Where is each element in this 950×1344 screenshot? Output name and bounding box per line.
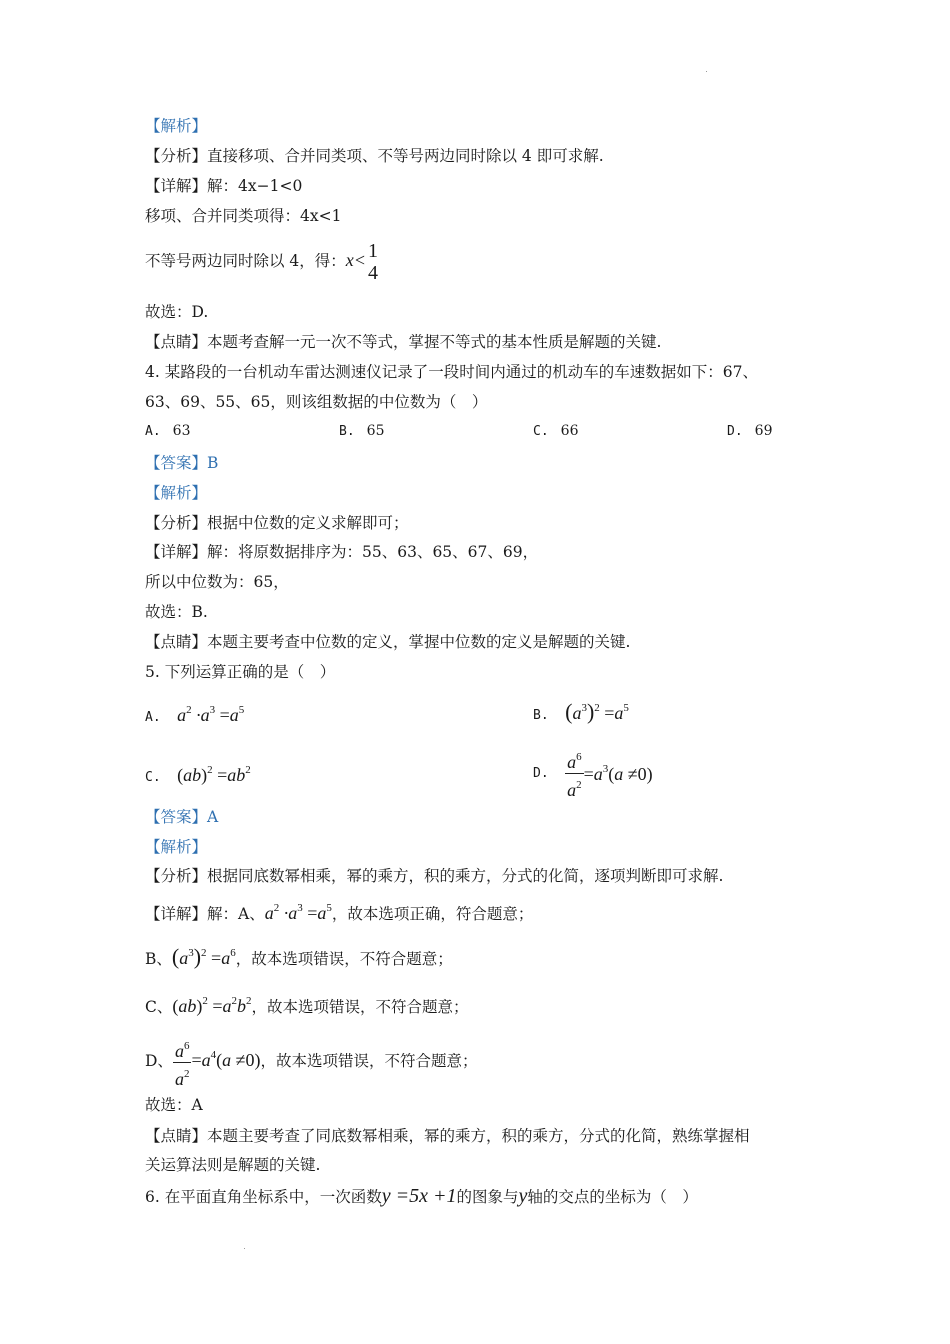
jiexi-heading-3: 【解析】 bbox=[145, 838, 208, 856]
q5b-expression: $(a^3)^2 =a^5$ bbox=[565, 699, 629, 724]
fenxi-line-1: 【分析】直接移项、合并同类项、不等号两边同时除以 4 即可求解. bbox=[145, 147, 604, 165]
q5-stem: 5. 下列运算正确的是（ ） bbox=[145, 663, 336, 681]
q5a-expression: $a^2 \cdot a^3 =a^5$ bbox=[177, 704, 245, 725]
divide-prefix: 不等号两边同时除以 4，得： bbox=[145, 252, 346, 270]
q4-option-b: B. 65 bbox=[339, 423, 385, 439]
dianjing-line-1: 【点睛】本题考查解一元一次不等式，掌握不等式的基本性质是解题的关键. bbox=[145, 333, 662, 351]
detail-d-line: D、 $\frac{a^6}{a^2}$ $=a^4(a \ne 0)$，故本选项错误，不符合题意； bbox=[145, 1031, 477, 1090]
q5-option-a: A. $a^2 \cdot a^3 =a^5$ bbox=[145, 704, 245, 725]
fenxi-line-3: 【分析】根据同底数幂相乘，幂的乘方，积的乘方，分式的化简，逐项判断即可求解. bbox=[145, 867, 724, 885]
decor-dot-top bbox=[706, 71, 707, 72]
q6-stem: 6. 在平面直角坐标系中，一次函数y =5x +1的图象与y轴的交点的坐标为（ ） bbox=[145, 1185, 698, 1207]
guxuan-line-3: 故选：A bbox=[145, 1096, 203, 1114]
q4-option-d: D. 69 bbox=[727, 423, 773, 439]
divide-line bbox=[145, 236, 380, 285]
fraction-one-quarter bbox=[366, 240, 380, 284]
detail-b-expression: $(a^3)^2 =a^6$ bbox=[171, 944, 236, 969]
q5-option-c: C. $(ab)^2 =ab^2$ bbox=[145, 764, 251, 785]
q4-option-a: A. 63 bbox=[145, 423, 191, 439]
jiexi-heading-2: 【解析】 bbox=[145, 484, 208, 502]
jiexi-heading-1: 【解析】 bbox=[145, 117, 208, 135]
detail-d-fraction: $\frac{a^6}{a^2}$ bbox=[173, 1035, 192, 1090]
daan-heading-5: 【答案】A bbox=[145, 808, 219, 826]
detail-a-expression: $a^2 \cdot a^3 =a^5$ bbox=[264, 902, 332, 923]
q5d-expression: $=a^3(a \ne 0)$ bbox=[583, 762, 653, 784]
q5-option-d: D. $\frac{a^6}{a^2}$ $=a^3(a \ne 0)$ bbox=[533, 746, 653, 801]
xiangjie-line-3: 【详解】解：A、$a^2 \cdot a^3 =a^5$，故本选项正确，符合题意； bbox=[145, 902, 534, 923]
daan-heading-4: 【答案】B bbox=[145, 454, 219, 472]
decor-dot-bottom bbox=[244, 1248, 245, 1249]
q4-stem-line-1: 4. 某路段的一台机动车雷达测速仪记录了一段时间内通过的机动车的车速数据如下：67、 bbox=[145, 363, 758, 381]
fenxi-line-2: 【分析】根据中位数的定义求解即可； bbox=[145, 514, 409, 532]
divide-x: x< bbox=[345, 250, 366, 270]
q6-y-symbol: y bbox=[518, 1185, 528, 1207]
xiangjie-line-2: 【详解】解：将原数据排序为：55、63、65、67、69， bbox=[145, 543, 539, 561]
frac-denominator: 4 bbox=[367, 262, 378, 284]
q4-option-c: C. 66 bbox=[533, 423, 579, 439]
yixiang-line: 移项、合并同类项得：4x<1 bbox=[145, 207, 342, 225]
detail-c-line: C、$(ab)^2 =a^2b^2$，故本选项错误，不符合题意； bbox=[145, 995, 469, 1016]
dianjing-line-3a: 【点睛】本题主要考查了同底数幂相乘，幂的乘方，积的乘方，分式的化简，熟练掌握相 bbox=[145, 1127, 750, 1145]
guxuan-line-1: 故选：D. bbox=[145, 303, 209, 321]
guxuan-line-2: 故选：B. bbox=[145, 603, 208, 621]
detail-c-expression: $(ab)^2 =a^2b^2$ bbox=[172, 995, 252, 1016]
dianjing-line-2: 【点睛】本题主要考查中位数的定义，掌握中位数的定义是解题的关键. bbox=[145, 633, 631, 651]
q5c-expression: $(ab)^2 =ab^2$ bbox=[177, 764, 251, 785]
suoyi-line: 所以中位数为：65， bbox=[145, 573, 289, 591]
dianjing-line-3b: 关运算法则是解题的关键. bbox=[145, 1156, 321, 1174]
q5-option-b: B. $(a^3)^2 =a^5$ bbox=[533, 699, 629, 724]
q6-equation: y =5x +1 bbox=[381, 1185, 457, 1207]
frac-numerator: 1 bbox=[367, 240, 378, 262]
detail-d-expression: $=a^4(a \ne 0)$ bbox=[191, 1049, 261, 1070]
q4-stem-line-2: 63、69、55、65，则该组数据的中位数为（ ） bbox=[145, 393, 488, 411]
detail-b-line: B、$(a^3)^2 =a^6$，故本选项错误，不符合题意； bbox=[145, 944, 453, 969]
xiangjie-line-1: 【详解】解：4x−1<0 bbox=[145, 177, 303, 195]
q5d-fraction: $\frac{a^6}{a^2}$ bbox=[565, 746, 584, 801]
